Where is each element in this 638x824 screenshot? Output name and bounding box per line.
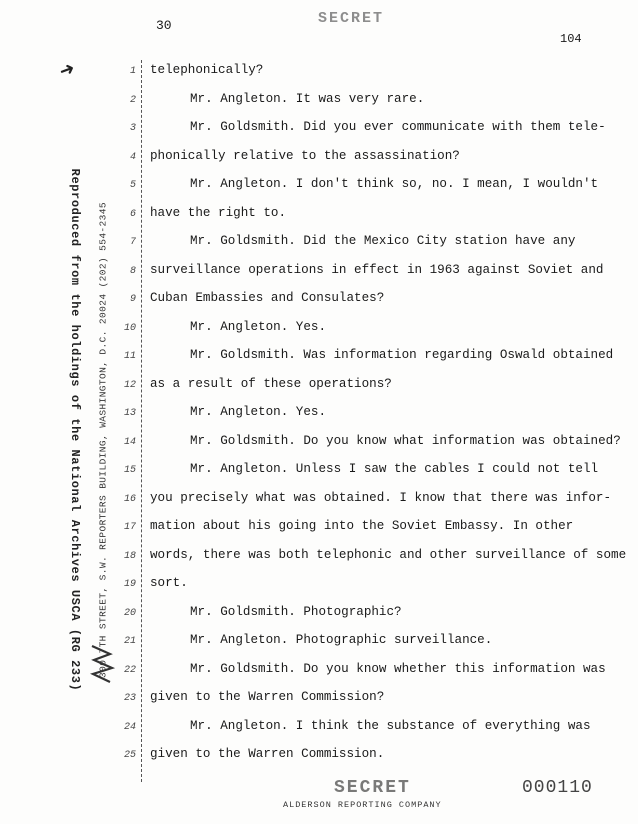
reporting-company: ALDERSON REPORTING COMPANY <box>283 800 442 810</box>
line-number: 20 <box>123 607 136 619</box>
line-number: 24 <box>123 721 136 733</box>
transcript-line: sort. <box>150 576 188 590</box>
line-number: 8 <box>129 265 136 277</box>
transcript-line: you precisely what was obtained. I know that there was infor- <box>150 490 612 505</box>
transcript-line: surveillance operations in effect in 1963 against Soviet and <box>150 262 604 277</box>
transcript-line: Mr. Angleton. Yes. <box>190 319 327 334</box>
transcript-line: Mr. Angleton. I think the substance of everything was <box>190 718 591 733</box>
line-number: 21 <box>123 636 136 647</box>
line-number: 13 <box>123 408 136 419</box>
transcript-line: given to the Warren Commission. <box>150 747 385 761</box>
transcript-line: Mr. Goldsmith. Was information regarding Oswald obtained <box>190 348 614 362</box>
margin-rule <box>141 60 142 782</box>
line-number: 25 <box>123 750 136 761</box>
reporter-address: 300 7TH STREET, S.W. REPORTERS BUILDING, WASHINGTON, D.C. 20024 (202) 554-2345 <box>97 202 109 678</box>
transcript-line: Mr. Angleton. It was very rare. <box>190 91 425 106</box>
transcript-line: Mr. Goldsmith. Did you ever communicate with them tele- <box>190 120 606 134</box>
margin-scribble-icon <box>88 640 116 686</box>
transcript-line: Cuban Embassies and Consulates? <box>150 291 385 305</box>
line-number: 7 <box>129 237 136 248</box>
line-number: 16 <box>123 493 136 505</box>
line-number: 12 <box>123 379 136 391</box>
line-number: 18 <box>123 550 136 562</box>
line-number: 5 <box>129 180 136 191</box>
document-number: 000110 <box>522 778 593 798</box>
line-number: 2 <box>129 94 136 106</box>
line-number: 23 <box>123 693 136 704</box>
line-number: 9 <box>129 294 136 305</box>
page-number-right: 104 <box>560 32 582 46</box>
line-number: 11 <box>123 351 136 362</box>
transcript-line: Mr. Angleton. Photographic surveillance. <box>190 633 493 647</box>
line-number: 1 <box>129 66 136 77</box>
handwritten-mark-icon: ➜ <box>56 57 80 88</box>
footer-classification-stamp: SECRET <box>334 778 411 798</box>
transcript-line: Mr. Goldsmith. Do you know whether this information was <box>190 661 606 676</box>
header-classification-stamp: SECRET <box>318 10 385 27</box>
transcript-line: given to the Warren Commission? <box>150 690 385 704</box>
line-number: 19 <box>123 579 136 590</box>
line-number: 3 <box>129 123 136 134</box>
reproduction-notice: Reproduced from the holdings of the National Archives USCA (RG 233) <box>68 168 82 692</box>
transcript-line: telephonically? <box>150 63 264 77</box>
transcript-line: phonically relative to the assassination? <box>150 148 460 163</box>
line-number: 10 <box>123 322 136 334</box>
transcript-line: mation about his going into the Soviet Embassy. In other <box>150 519 574 533</box>
line-number: 4 <box>129 151 136 163</box>
line-number: 17 <box>123 522 136 533</box>
transcript-line: Mr. Goldsmith. Did the Mexico City station have any <box>190 234 576 248</box>
line-number: 15 <box>123 465 136 476</box>
page-number-left: 30 <box>156 18 172 33</box>
line-number: 6 <box>129 208 136 220</box>
transcript-line: as a result of these operations? <box>150 376 392 391</box>
transcript-line: Mr. Angleton. I don't think so, no. I mean, I wouldn't <box>190 177 599 191</box>
transcript-line: Mr. Angleton. Yes. <box>190 405 327 419</box>
transcript-line: have the right to. <box>150 205 287 220</box>
transcript-line: words, there was both telephonic and other surveillance of some <box>150 547 627 562</box>
transcript-line: Mr. Goldsmith. Do you know what information was obtained? <box>190 433 621 448</box>
line-number: 14 <box>123 436 136 448</box>
transcript-line: Mr. Goldsmith. Photographic? <box>190 604 402 619</box>
line-number: 22 <box>123 664 136 676</box>
transcript-line: Mr. Angleton. Unless I saw the cables I could not tell <box>190 462 599 476</box>
